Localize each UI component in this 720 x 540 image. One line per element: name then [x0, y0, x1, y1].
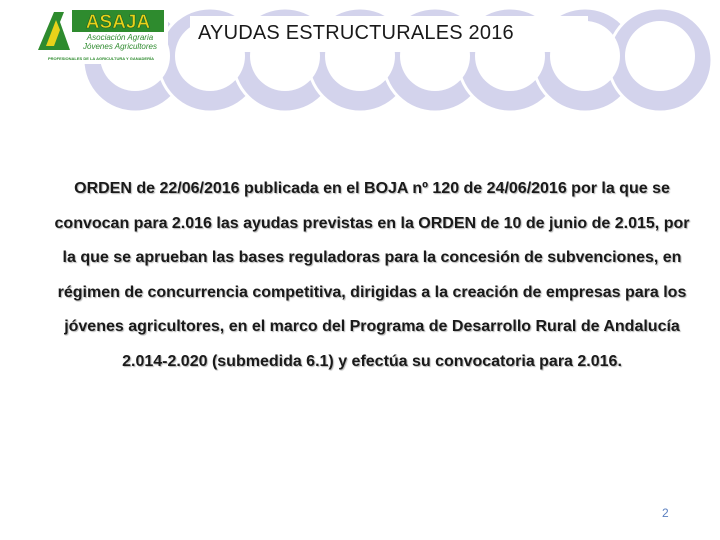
logo-subtitle-1: Asociación Agraria: [86, 33, 154, 42]
slide-title: AYUDAS ESTRUCTURALES 2016: [198, 22, 514, 44]
asaja-logo: [34, 6, 168, 64]
logo-subtitle-2: Jóvenes Agricultores: [83, 42, 157, 51]
page-number: 2: [662, 506, 669, 520]
logo-tagline: PROFESIONALES DE LA AGRICULTURA Y GANADERÍA: [47, 56, 155, 61]
logo-name: ASAJA: [85, 12, 151, 33]
slide-body-text: ORDEN de 22/06/2016 publicada en el BOJA nº 120 de 24/06/2016 por la que se convocan para 2.016 las ayudas previstas en la ORDEN de 10 de junio de 2.015, por la que se aprueban las bases reguladoras para la concesión de subvenciones, en régimen de concurrencia competitiva, dirigidas a la creación de empresas para los jóvenes agricultores, en el marco del Programa de Desarrollo Rural de Andalucía 2.014-2.020 (submedida 6.1) y efectúa su convocatoria para 2.016.: [54, 180, 690, 370]
